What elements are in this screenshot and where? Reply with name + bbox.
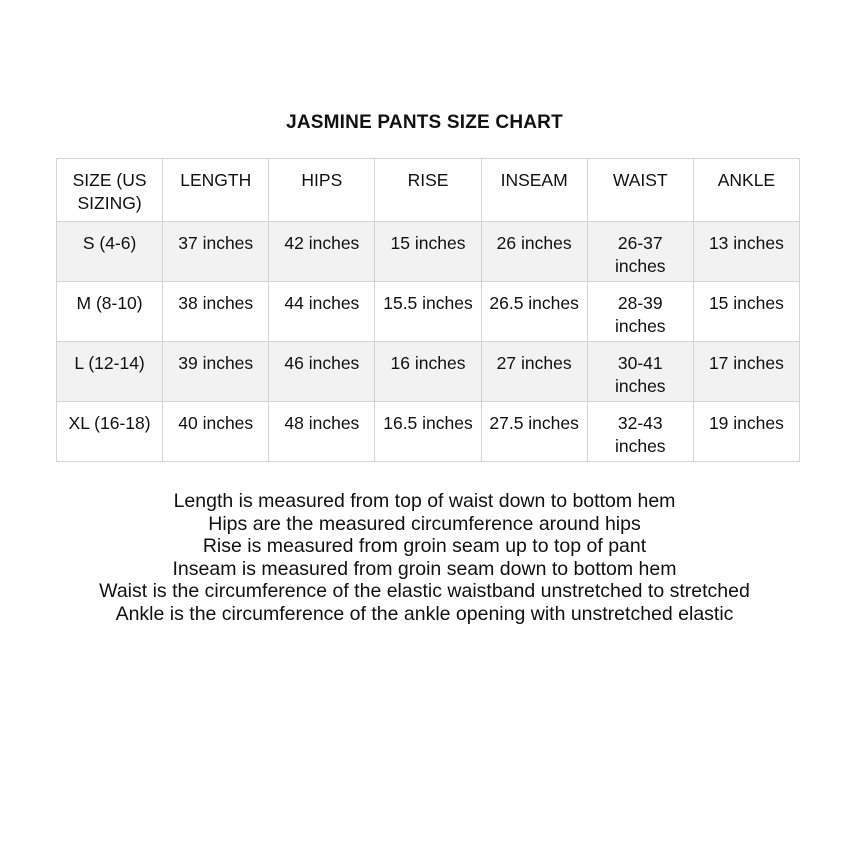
table-cell: 46 inches (269, 342, 375, 402)
table-cell: 26 inches (481, 222, 587, 282)
table-cell: 40 inches (163, 402, 269, 462)
table-cell: XL (16-18) (57, 402, 163, 462)
table-cell: 13 inches (693, 222, 799, 282)
table-header-row (57, 159, 800, 222)
table-row (57, 402, 800, 462)
table-cell: 15 inches (375, 222, 481, 282)
note-hips: Hips are the measured circumference around hips (208, 512, 641, 535)
table-cell: S (4-6) (57, 222, 163, 282)
header-inseam: INSEAM (481, 159, 587, 222)
table-cell: 26.5 inches (481, 282, 587, 342)
header-size: SIZE (US SIZING) (57, 159, 163, 222)
table-cell: 16.5 inches (375, 402, 481, 462)
header-hips: HIPS (269, 159, 375, 222)
table-cell: 38 inches (163, 282, 269, 342)
table-cell: 17 inches (693, 342, 799, 402)
table-cell: 48 inches (269, 402, 375, 462)
table-cell: 15 inches (693, 282, 799, 342)
table-cell: 28-39 inches (587, 282, 693, 342)
table-cell: L (12-14) (57, 342, 163, 402)
header-rise: RISE (375, 159, 481, 222)
table-cell: 15.5 inches (375, 282, 481, 342)
table-row (57, 282, 800, 342)
table-cell: 27 inches (481, 342, 587, 402)
table-cell: 27.5 inches (481, 402, 587, 462)
table-cell: 19 inches (693, 402, 799, 462)
header-waist: WAIST (587, 159, 693, 222)
header-length: LENGTH (163, 159, 269, 222)
table-cell: 42 inches (269, 222, 375, 282)
measurement-notes (0, 490, 849, 626)
note-rise: Rise is measured from groin seam up to top of pant (202, 535, 647, 558)
table-row (57, 342, 800, 402)
table-cell: 44 inches (269, 282, 375, 342)
note-length: Length is measured from top of waist down to bottom hem (173, 490, 676, 512)
table-cell: 26-37 inches (587, 222, 693, 282)
table-cell: 37 inches (163, 222, 269, 282)
note-inseam: Inseam is measured from groin seam down to bottom hem (172, 557, 677, 580)
table-cell: 39 inches (163, 342, 269, 402)
size-table (56, 158, 800, 462)
size-chart-title: JASMINE PANTS SIZE CHART (286, 112, 563, 133)
note-ankle: Ankle is the circumference of the ankle opening with unstretched elastic (115, 602, 734, 625)
table-cell: M (8-10) (57, 282, 163, 342)
table-cell: 32-43 inches (587, 402, 693, 462)
note-waist: Waist is the circumference of the elastic waistband unstretched to stretched (99, 580, 750, 603)
table-row (57, 222, 800, 282)
table-cell: 30-41 inches (587, 342, 693, 402)
header-ankle: ANKLE (693, 159, 799, 222)
table-cell: 16 inches (375, 342, 481, 402)
